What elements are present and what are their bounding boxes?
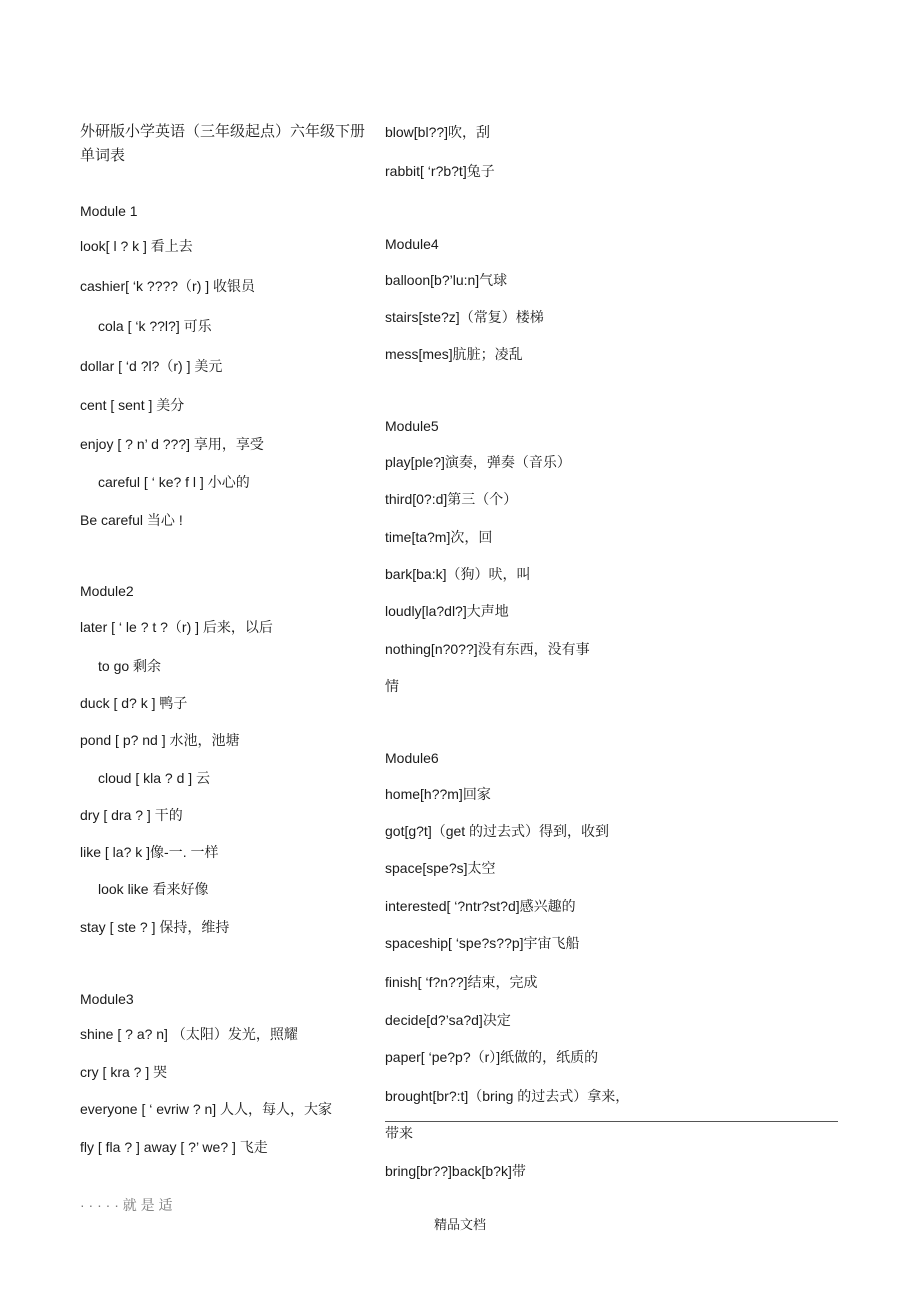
vocab-entry: fly [ fla ? ] away [ ?’ we? ] 飞走 <box>80 1139 268 1155</box>
vocab-entry: brought[br?:t]（bring 的过去式）拿来， <box>385 1088 630 1104</box>
vocab-entry: careful [ ‘ ke? f l ] 小心的 <box>98 474 250 490</box>
vocab-entry: bring[br??]back[b?k]带 <box>385 1163 526 1179</box>
vocab-entry: spaceship[ ‘spe?s??p]宇宙飞船 <box>385 935 580 951</box>
vocab-entry: rabbit[ ‘r?b?t]兔子 <box>385 163 495 179</box>
module-heading: Module 1 <box>80 203 138 219</box>
vocab-entry: blow[bl??]吹，刮 <box>385 124 491 140</box>
vocab-entry: space[spe?s]太空 <box>385 860 496 876</box>
vocab-entry: bark[ba:k]（狗）吠，叫 <box>385 566 531 582</box>
vocab-entry: cashier[ ‘k ????（r) ] 收银员 <box>80 278 256 294</box>
vocab-entry: got[g?t]（get 的过去式）得到，收到 <box>385 823 610 839</box>
vocab-entry: home[h??m]回家 <box>385 786 491 802</box>
vocab-entry: cloud [ kla ? d ] 云 <box>98 770 211 786</box>
vocab-entry: later [ ‘ le ? t ?（r) ] 后来，以后 <box>80 619 273 635</box>
vocab-entry: like [ la? k ]像-一. 一样 <box>80 844 219 860</box>
vocab-entry: look like 看来好像 <box>98 881 209 897</box>
vocab-entry: play[ple?]演奏，弹奏（音乐） <box>385 454 571 470</box>
vocab-entry: cry [ kra ? ] 哭 <box>80 1064 168 1080</box>
vocab-entry: 情 <box>385 678 399 694</box>
vocab-entry: enjoy [ ? n’ d ???] 享用，享受 <box>80 436 264 452</box>
vocab-entry: dollar [ ‘d ?l?（r) ] 美元 <box>80 358 223 374</box>
vocab-entry: decide[d?’sa?d]决定 <box>385 1012 511 1028</box>
separator-rule <box>385 1121 838 1122</box>
vocab-entry: shine [ ? a? n] （太阳）发光，照耀 <box>80 1026 298 1042</box>
vocab-entry: interested[ ‘?ntr?st?d]感兴趣的 <box>385 898 576 914</box>
vocab-entry: paper[ ‘pe?p?（r）]纸做的，纸质的 <box>385 1049 599 1065</box>
vocab-entry: 带来 <box>385 1125 413 1141</box>
vocab-entry: Be careful 当心 ! <box>80 512 183 528</box>
vocab-entry: pond [ p? nd ] 水池，池塘 <box>80 732 240 748</box>
vocab-entry: duck [ d? k ] 鸭子 <box>80 695 188 711</box>
vocab-entry: balloon[b?’lu:n]气球 <box>385 272 508 288</box>
vocab-entry: look[ l ? k ] 看上去 <box>80 238 193 254</box>
vocab-entry: dry [ dra ? ] 干的 <box>80 807 183 823</box>
vocab-entry: cent [ sent ] 美分 <box>80 397 185 413</box>
vocab-entry: to go 剩余 <box>98 658 162 674</box>
module-heading: Module6 <box>385 750 439 766</box>
vocab-entry: everyone [ ‘ evriw ? n] 人人，每人，大家 <box>80 1101 333 1117</box>
vocab-entry: time[ta?m]次，回 <box>385 529 493 545</box>
page-footer: 精品文档 <box>433 1217 486 1232</box>
vocab-entry: stairs[ste?z]（常复）楼梯 <box>385 309 544 325</box>
vocab-entry: finish[ ‘f?n??]结束，完成 <box>385 974 538 990</box>
document-title: 外研版小学英语（三年级起点）六年级下册单词表 <box>80 124 366 164</box>
module-heading: Module3 <box>80 991 134 1007</box>
module-heading: Module2 <box>80 583 134 599</box>
vocab-entry: third[0?:d]第三（个） <box>385 491 518 507</box>
vocab-entry: · · · · · 就 是 适 <box>80 1197 173 1213</box>
vocab-entry: loudly[la?dl?]大声地 <box>385 603 509 619</box>
vocab-entry: stay [ ste ? ] 保持，维持 <box>80 919 230 935</box>
module-heading: Module5 <box>385 418 439 434</box>
module-heading: Module4 <box>385 236 439 252</box>
vocab-entry: mess[mes]肮脏；凌乱 <box>385 346 523 362</box>
vocab-entry: cola [ ‘k ??l?] 可乐 <box>98 318 212 334</box>
vocab-entry: nothing[n?0??]没有东西，没有事 <box>385 641 590 657</box>
